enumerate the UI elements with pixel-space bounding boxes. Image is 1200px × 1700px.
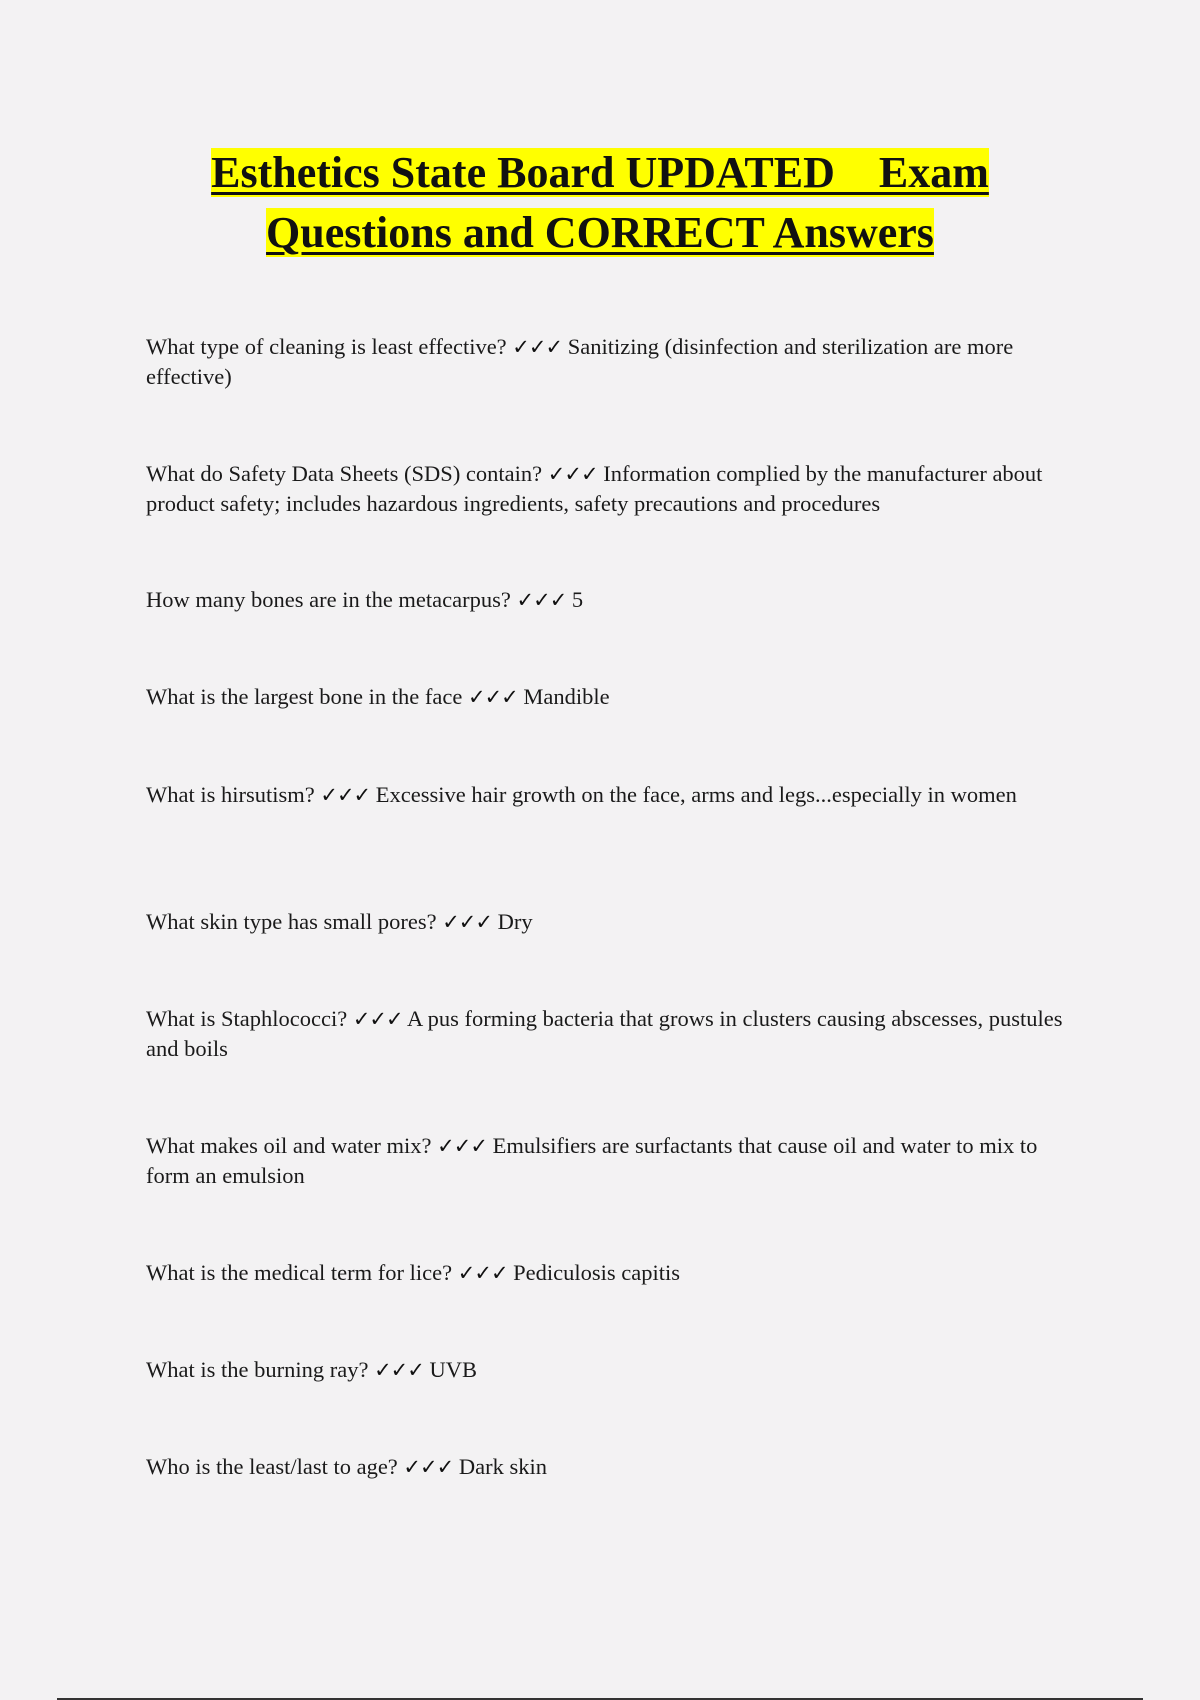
question-text: What do Safety Data Sheets (SDS) contain? [146, 461, 543, 486]
checkmark-icon: ✓✓✓ [374, 1358, 424, 1382]
question-text: What is the burning ray? [146, 1357, 369, 1382]
answer-text: Mandible [523, 684, 610, 709]
qa-item [146, 682, 1066, 712]
qa-item [146, 780, 1066, 810]
answer-text: A pus forming bacteria that grows in clusters causing abscesses, pustules and boils [146, 1006, 1063, 1061]
qa-item [146, 1355, 1066, 1385]
answer-text: UVB [429, 1357, 477, 1382]
checkmark-icon: ✓✓✓ [320, 783, 371, 807]
answer-text: Information complied by the manufacturer about product safety; includes hazardous ingredients, safety precautions and procedures [146, 461, 1043, 516]
checkmark-icon: ✓✓✓ [512, 335, 563, 359]
checkmark-icon: ✓✓✓ [403, 1455, 454, 1479]
answer-text: 5 [571, 587, 584, 612]
question-text: What type of cleaning is least effective? [146, 334, 507, 359]
answer-text: Sanitizing (disinfection and sterilization are more effective) [146, 334, 1014, 389]
answer-text: Pediculosis capitis [513, 1260, 681, 1285]
question-text: What is Staphlococci? [146, 1006, 348, 1031]
question-text: What is the largest bone in the face [146, 684, 463, 709]
checkmark-icon: ✓✓✓ [442, 910, 492, 934]
question-text: Who is the least/last to age? [146, 1454, 398, 1479]
qa-item [146, 1131, 1066, 1191]
title-line-2: Questions and CORRECT Answers [266, 208, 934, 257]
qa-item [146, 459, 1066, 519]
qa-item [146, 332, 1066, 392]
question-text: What makes oil and water mix? [146, 1133, 432, 1158]
checkmark-icon: ✓✓✓ [352, 1007, 403, 1031]
checkmark-icon: ✓✓✓ [467, 685, 518, 709]
checkmark-icon: ✓✓✓ [437, 1134, 487, 1158]
qa-item [146, 1452, 1066, 1482]
qa-item [146, 585, 1066, 615]
answer-text: Dry [497, 909, 533, 934]
answer-text: Dark skin [458, 1454, 547, 1479]
document-title [0, 143, 1200, 263]
question-text: What is hirsutism? [146, 782, 315, 807]
checkmark-icon: ✓✓✓ [547, 462, 598, 486]
answer-text: Excessive hair growth on the face, arms and legs...especially in women [375, 782, 1017, 807]
checkmark-icon: ✓✓✓ [516, 588, 567, 612]
question-text: What is the medical term for lice? [146, 1260, 453, 1285]
question-text: What skin type has small pores? [146, 909, 437, 934]
qa-item [146, 1258, 1066, 1288]
checkmark-icon: ✓✓✓ [457, 1261, 508, 1285]
title-line-1: Esthetics State Board UPDATED Exam [211, 148, 989, 197]
qa-item [146, 907, 1066, 937]
qa-item [146, 1004, 1066, 1064]
answer-text: Emulsifiers are surfactants that cause oil and water to mix to form an emulsion [146, 1133, 1038, 1188]
question-text: How many bones are in the metacarpus? [146, 587, 511, 612]
